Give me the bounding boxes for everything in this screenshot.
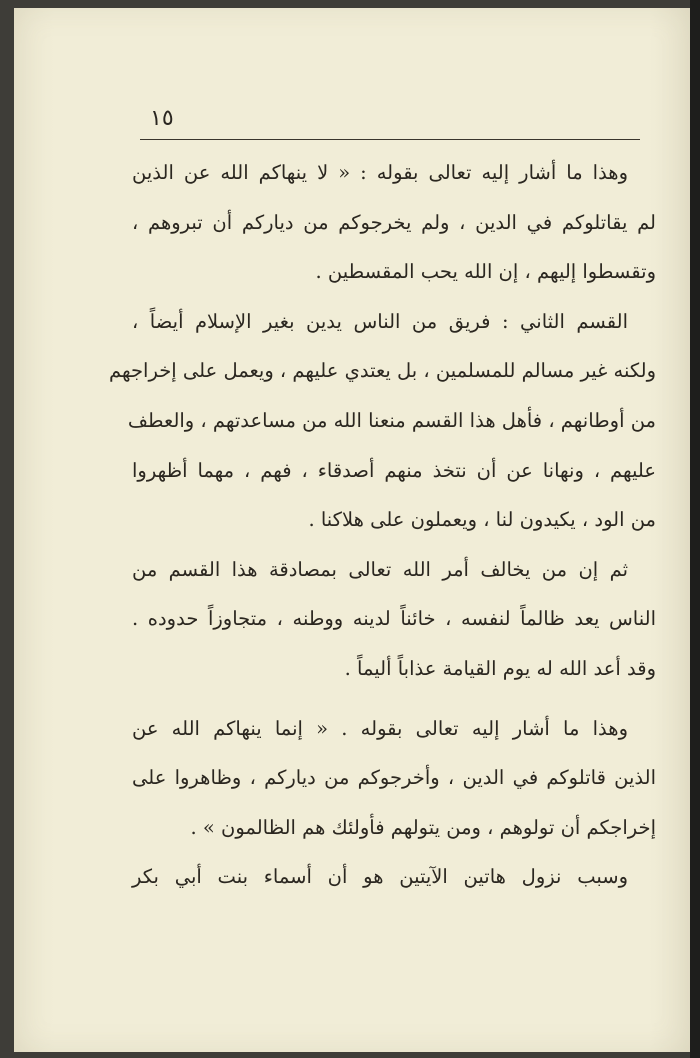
text-line: إخراجكم أن تولوهم ، ومن يتولهم فأولئك هم الظالمون » . (190, 815, 656, 839)
text-line: الناس يعد ظالماً لنفسه ، خائناً لدينه ووطنه ، متجاوزاً حدوده . (132, 607, 656, 631)
paragraph-spacer (132, 694, 656, 704)
text-line: القسم الثاني : فريق من الناس يدين بغير الإسلام أيضاً ، (132, 309, 628, 333)
paragraph (109, 297, 656, 545)
text-line: وتقسطوا إليهم ، إن الله يحب المقسطين . (315, 260, 656, 284)
text-line: وقد أعد الله له يوم القيامة عذاباً أليماً . (344, 656, 656, 680)
paragraph (132, 704, 656, 853)
paragraph (132, 852, 656, 902)
paragraph (132, 148, 656, 297)
text-line: من أوطانهم ، فأهل هذا القسم منعنا الله من مساعدتهم ، والعطف (127, 408, 656, 432)
page-number: ١٥ (150, 106, 174, 131)
text-line: ولكنه غير مسالم للمسلمين ، بل يعتدي عليهم ، ويعمل على إخراجهم (109, 359, 656, 383)
text-line: وهذا ما أشار إليه تعالى بقوله . « إنما ينهاكم الله عن (132, 716, 628, 740)
text-line: الذين قاتلوكم في الدين ، وأخرجوكم من دياركم ، وظاهروا على (132, 766, 656, 790)
page-body (109, 148, 656, 902)
header-rule (140, 139, 640, 140)
text-line: من الود ، يكيدون لنا ، ويعملون على هلاكنا . (308, 508, 656, 532)
paragraph (132, 545, 656, 694)
text-line: عليهم ، ونهانا عن أن نتخذ منهم أصدقاء ، فهم ، مهما أظهروا (132, 458, 656, 482)
book-page (14, 8, 690, 1052)
text-line: ثم إن من يخالف أمر الله تعالى بمصادقة هذا القسم من (132, 557, 628, 581)
text-line: لم يقاتلوكم في الدين ، ولم يخرجوكم من دياركم أن تبروهم ، (132, 210, 656, 234)
text-line: وسبب نزول هاتين الآيتين هو أن أسماء بنت أبي بكر (132, 865, 628, 889)
page-edge-shadow (690, 0, 700, 1058)
text-line: وهذا ما أشار إليه تعالى بقوله : « لا ينهاكم الله عن الذين (132, 161, 628, 184)
